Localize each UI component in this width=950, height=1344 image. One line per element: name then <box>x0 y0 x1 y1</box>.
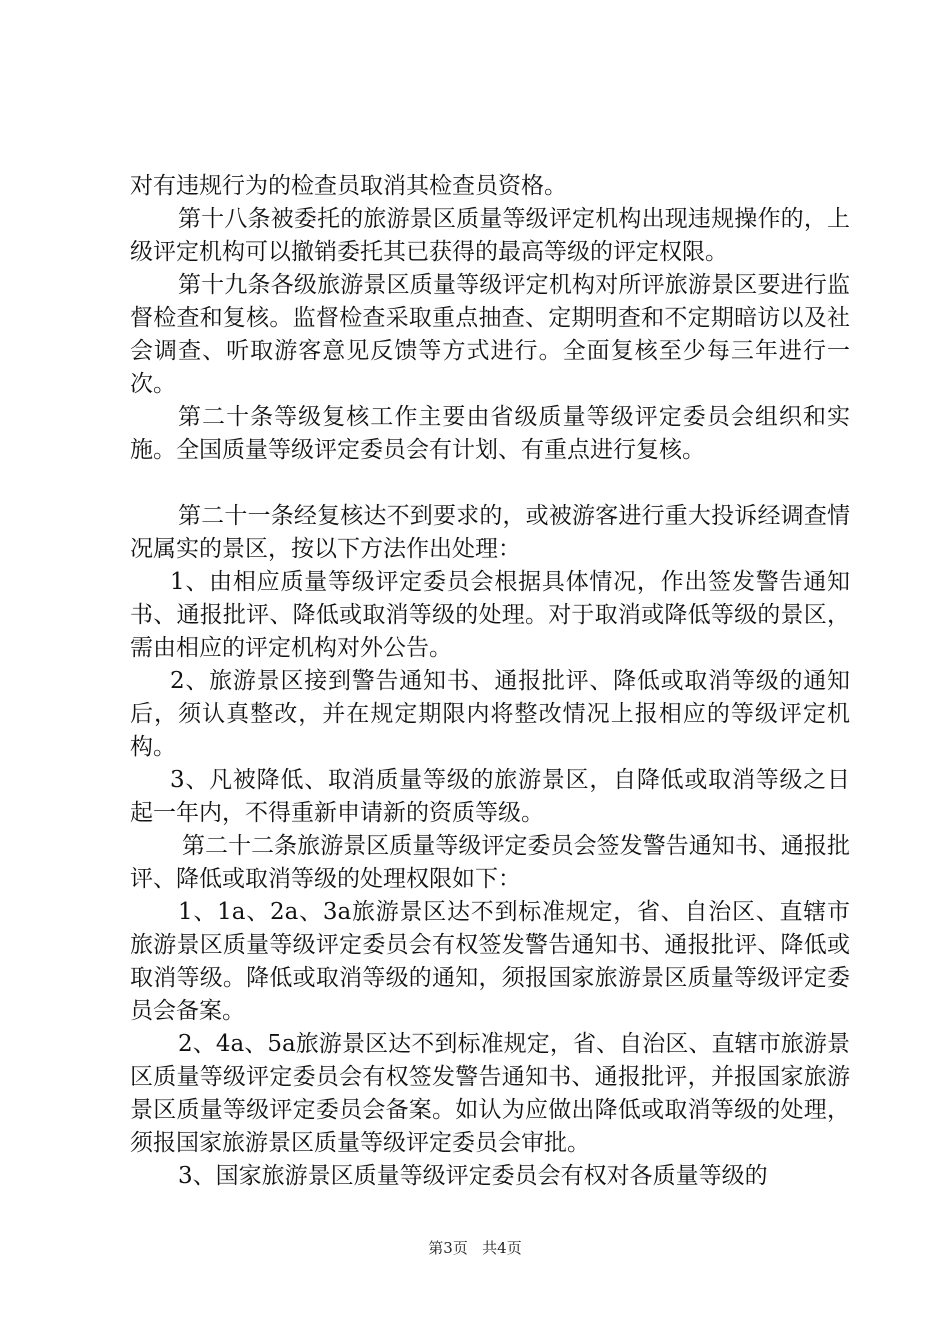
page-number: 第3页 <box>428 1239 468 1257</box>
paragraph-article-21-item-3: 3、凡被降低、取消质量等级的旅游景区，自降低或取消等级之日起一年内，不得重新申请新的资质等级。 <box>130 767 850 826</box>
page-total: 共4页 <box>482 1239 522 1257</box>
document-body <box>130 170 850 1193</box>
paragraph-article-22-item-3: 3、国家旅游景区质量等级评定委员会有权对各质量等级的 <box>178 1163 768 1189</box>
paragraph-article-22-item-2: 2、4a、5a旅游景区达不到标准规定，省、自治区、直辖市旅游景区质量等级评定委员会有权签发警告通知书、通报批评，并报国家旅游景区质量等级评定委员会备案。如认为应做出降低或取消等级的处理，须报国家旅游景区质量等级评定委员会审批。 <box>130 1031 850 1156</box>
paragraph-inspector-disqualification: 对有违规行为的检查员取消其检查员资格。 <box>130 173 567 199</box>
page-spacer <box>473 1239 478 1257</box>
paragraph-article-18: 第十八条被委托的旅游景区质量等级评定机构出现违规操作的，上级评定机构可以撤销委托其已获得的最高等级的评定权限。 <box>130 206 850 265</box>
paragraph-article-21-item-2: 2、旅游景区接到警告通知书、通报批评、降低或取消等级的通知后，须认真整改，并在规定期限内将整改情况上报相应的等级评定机构。 <box>130 668 850 760</box>
paragraph-article-20: 第二十条等级复核工作主要由省级质量等级评定委员会组织和实施。全国质量等级评定委员会有计划、有重点进行复核。 <box>130 404 850 463</box>
paragraph-article-21: 第二十一条经复核达不到要求的，或被游客进行重大投诉经调查情况属实的景区，按以下方法作出处理： <box>130 503 850 562</box>
paragraph-article-22-item-1: 1、1a、2a、3a旅游景区达不到标准规定，省、自治区、直辖市旅游景区质量等级评定委员会有权签发警告通知书、通报批评、降低或取消等级。降低或取消等级的通知，须报国家旅游景区质量等级评定委员会备案。 <box>130 899 850 1024</box>
page-footer <box>0 1238 950 1258</box>
paragraph-article-19: 第十九条各级旅游景区质量等级评定机构对所评旅游景区要进行监督检查和复核。监督检查采取重点抽查、定期明查和不定期暗访以及社会调查、听取游客意见反馈等方式进行。全面复核至少每三年进行一次。 <box>130 272 850 397</box>
paragraph-article-22: 第二十二条旅游景区质量等级评定委员会签发警告通知书、通报批评、降低或取消等级的处理权限如下： <box>130 833 850 892</box>
paragraph-article-21-item-1: 1、由相应质量等级评定委员会根据具体情况，作出签发警告通知书、通报批评、降低或取消等级的处理。对于取消或降低等级的景区，需由相应的评定机构对外公告。 <box>130 569 850 661</box>
